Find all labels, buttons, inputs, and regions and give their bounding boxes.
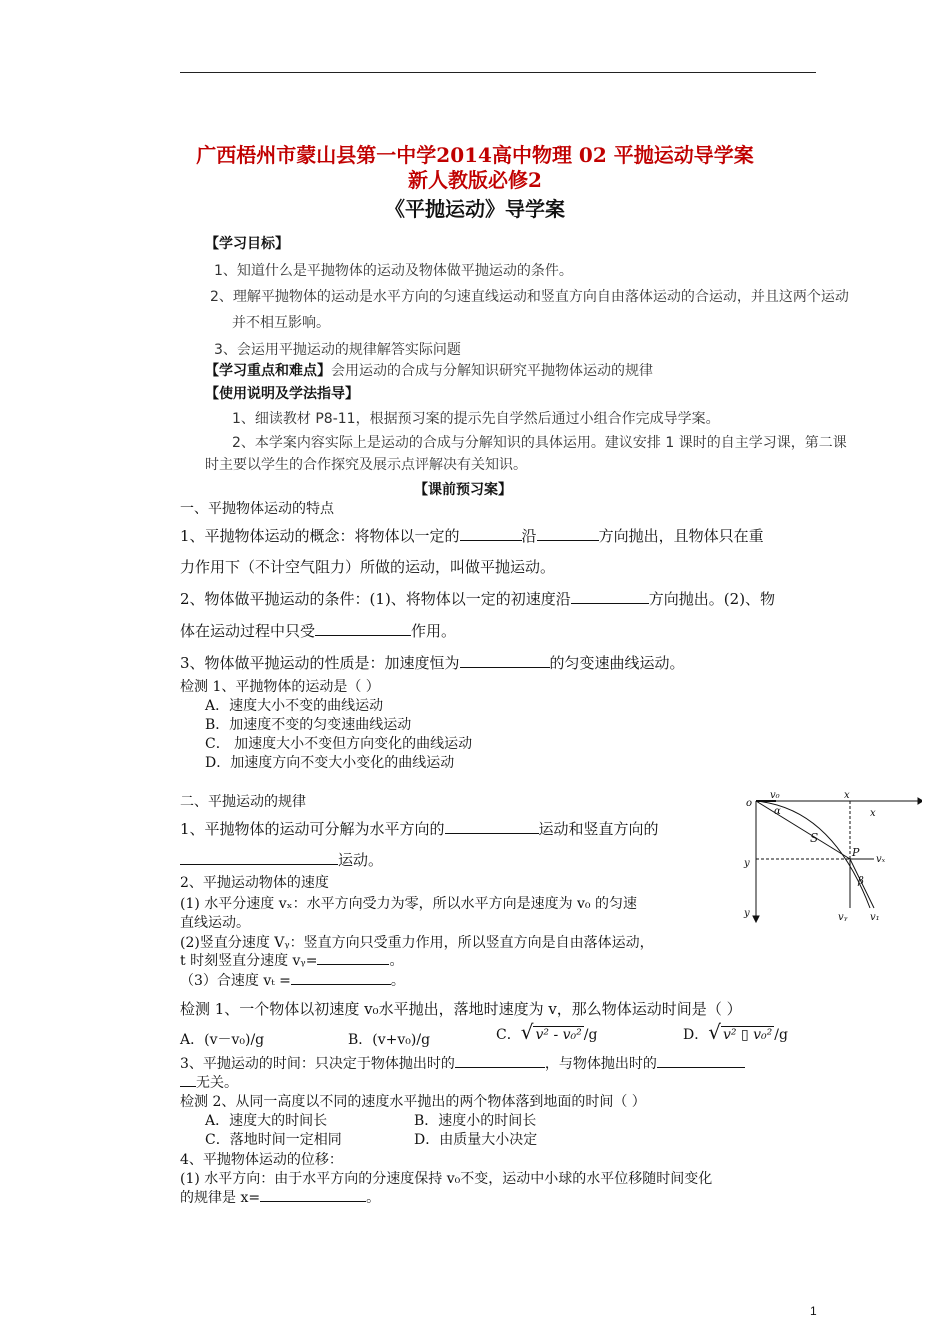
q3-blank[interactable] bbox=[460, 653, 550, 668]
objectives-heading: 【学习目标】 bbox=[205, 236, 289, 252]
title-line-2: 新人教版必修2 bbox=[408, 168, 542, 192]
check-v-option-b[interactable]: B．(v+v₀)/g bbox=[348, 1032, 431, 1048]
r3-blank-1[interactable] bbox=[455, 1053, 545, 1068]
q2-text-d: 作用。 bbox=[411, 622, 457, 640]
r1-blank-2[interactable] bbox=[180, 850, 338, 865]
d-suffix: /g bbox=[774, 1027, 788, 1043]
q1-blank-1[interactable] bbox=[460, 526, 522, 541]
y-axis-label: y bbox=[744, 908, 750, 919]
check-1-option-c[interactable]: C． 加速度大小不变但方向变化的曲线运动 bbox=[205, 736, 473, 752]
check-v-title: 检测 1、一个物体以初速度 v₀水平抛出，落地时速度为 v，那么物体运动时间是（ ） bbox=[180, 1000, 742, 1018]
c-suffix: /g bbox=[583, 1027, 598, 1043]
projectile-motion-diagram bbox=[742, 790, 922, 925]
r2-2-end: 。 bbox=[389, 953, 404, 969]
rule-4-1a: (1) 水平方向：由于水平方向的分速度保持 v₀不变，运动中小球的水平位移随时间变化 bbox=[180, 1171, 713, 1187]
rule-2-2b bbox=[180, 950, 403, 970]
sqrt-icon: √ bbox=[708, 1020, 721, 1044]
q1-text-c: 方向抛出，且物体只在重 bbox=[598, 527, 764, 545]
r3-text-c: 无关。 bbox=[196, 1075, 238, 1091]
sqrt-icon: √ bbox=[520, 1020, 534, 1044]
rule-2-3 bbox=[180, 970, 405, 990]
v0-label: v₀ bbox=[770, 790, 780, 801]
q2-text-a: 2、物体做平抛运动的条件：(1)、将物体以一定的初速度沿 bbox=[180, 590, 571, 608]
origin-label: o bbox=[746, 798, 753, 809]
alpha-label: α bbox=[774, 806, 781, 817]
vy-label: vᵧ bbox=[838, 912, 848, 923]
focus-text: 会用运动的合成与分解知识研究平抛物体运动的规律 bbox=[331, 363, 653, 379]
rule-3-line2 bbox=[180, 1072, 238, 1092]
check-v-option-a[interactable]: A．(v－v₀)/g bbox=[180, 1032, 265, 1048]
r1-blank-1[interactable] bbox=[445, 819, 539, 834]
d-prefix: D． bbox=[683, 1027, 709, 1043]
r3-blank-2[interactable] bbox=[657, 1053, 745, 1068]
rule-2-title: 2、平抛运动物体的速度 bbox=[180, 875, 329, 891]
q2-text-c: 体在运动过程中只受 bbox=[180, 622, 316, 640]
check-v-option-c[interactable] bbox=[496, 1020, 597, 1044]
r4-text: 的规律是 x= bbox=[180, 1190, 261, 1206]
r1-text-a: 1、平抛物体的运动可分解为水平方向的 bbox=[180, 820, 445, 838]
d-expression: v² ▯ v₀² bbox=[722, 1027, 773, 1043]
check-2-option-b[interactable]: B．速度小的时间长 bbox=[414, 1113, 537, 1129]
q2-blank-1[interactable] bbox=[571, 589, 649, 604]
rule-1-line1 bbox=[180, 818, 659, 839]
check-1-title: 检测 1、平抛物体的运动是（ ） bbox=[180, 679, 380, 695]
p-label: P bbox=[852, 846, 860, 859]
s-label: S bbox=[810, 831, 819, 845]
focus-heading: 【学习重点和难点】 bbox=[205, 363, 331, 379]
q3-text-a: 3、物体做平抛运动的性质是：加速度恒为 bbox=[180, 654, 460, 672]
r3-blank-cont[interactable] bbox=[180, 1072, 196, 1087]
q3-text-b: 的匀变速曲线运动。 bbox=[549, 654, 685, 672]
instruction-2b: 时主要以学生的合作探究及展示点评解决有关知识。 bbox=[205, 457, 527, 473]
instructions-heading: 【使用说明及学法指导】 bbox=[205, 386, 359, 402]
y-axis-arrow-icon bbox=[753, 916, 759, 922]
r4-blank[interactable] bbox=[260, 1187, 366, 1202]
x-axis-arrow-icon bbox=[918, 798, 922, 804]
objective-3: 3、会运用平抛运动的规律解答实际问题 bbox=[214, 342, 461, 358]
check-2-title: 检测 2、从同一高度以不同的速度水平抛出的两个物体落到地面的时间（ ） bbox=[180, 1094, 646, 1110]
r2-3-end: 。 bbox=[390, 973, 405, 989]
title-line-1: 广西梧州市蒙山县第一中学2014高中物理 02 平抛运动导学案 bbox=[196, 143, 754, 167]
question-2-line2 bbox=[180, 620, 456, 641]
displacement-line bbox=[756, 801, 850, 859]
q2-blank-2[interactable] bbox=[315, 621, 411, 636]
part1-title: 一、平抛物体运动的特点 bbox=[180, 501, 334, 517]
check-2-option-c[interactable]: C．落地时间一定相同 bbox=[205, 1132, 342, 1148]
question-1-line2: 力作用下（不计空气阻力）所做的运动，叫做平抛运动。 bbox=[180, 558, 556, 576]
c-expression: v² - v₀² bbox=[535, 1027, 582, 1043]
objective-2b: 并不相互影响。 bbox=[232, 315, 330, 331]
x-axis-label: x bbox=[870, 808, 876, 819]
focus-line bbox=[205, 360, 653, 380]
r2-3-text: （3）合速度 vₜ = bbox=[180, 973, 291, 989]
rule-3-line1 bbox=[180, 1053, 745, 1073]
x-top-label: x bbox=[844, 790, 850, 801]
y-mid-label: y bbox=[744, 858, 750, 869]
r3-text-a: 3、平抛运动的时间：只决定于物体抛出时的 bbox=[180, 1056, 455, 1072]
rule-2-1b: 直线运动。 bbox=[180, 915, 250, 931]
q1-text-b: 沿 bbox=[521, 527, 537, 545]
r2-2-text: t 时刻竖直分速度 vᵧ= bbox=[180, 953, 318, 969]
instruction-1: 1、细读教材 P8-11，根据预习案的提示先自学然后通过小组合作完成导学案。 bbox=[232, 411, 720, 427]
header-rule bbox=[180, 72, 816, 73]
r3-text-b: ，与物体抛出时的 bbox=[544, 1056, 657, 1072]
check-v-option-d[interactable] bbox=[683, 1020, 788, 1044]
check-1-option-b[interactable]: B．加速度不变的匀变速曲线运动 bbox=[205, 717, 412, 733]
c-prefix: C． bbox=[496, 1027, 521, 1043]
check-2-option-d[interactable]: D．由质量大小决定 bbox=[414, 1132, 538, 1148]
r2-2-blank[interactable] bbox=[317, 950, 389, 965]
q1-text-a: 1、平抛物体运动的概念：将物体以一定的 bbox=[180, 527, 460, 545]
check-1-option-a[interactable]: A．速度大小不变的曲线运动 bbox=[205, 698, 384, 714]
r4-end: 。 bbox=[366, 1190, 381, 1206]
part2-title: 二、平抛运动的规律 bbox=[180, 794, 306, 810]
rule-2-2a: (2)竖直分速度 Vᵧ：竖直方向只受重力作用，所以竖直方向是自由落体运动， bbox=[180, 935, 654, 951]
v1-label: v₁ bbox=[870, 912, 880, 923]
vx-label: vₓ bbox=[876, 854, 886, 865]
rule-2-1a: (1) 水平分速度 vₓ：水平方向受力为零，所以水平方向是速度为 v₀ 的匀速 bbox=[180, 896, 637, 912]
preview-heading: 【课前预习案】 bbox=[414, 482, 512, 498]
r2-3-blank[interactable] bbox=[291, 970, 391, 985]
check-1-option-d[interactable]: D．加速度方向不变大小变化的曲线运动 bbox=[205, 755, 455, 771]
q1-blank-2[interactable] bbox=[537, 526, 599, 541]
objective-2a: 2、理解平抛物体的运动是水平方向的匀速直线运动和竖直方向自由落体运动的合运动，并且这两个运动 bbox=[210, 289, 849, 305]
check-2-option-a[interactable]: A．速度大的时间长 bbox=[205, 1113, 328, 1129]
question-3 bbox=[180, 652, 685, 673]
beta-label: β bbox=[858, 876, 864, 887]
rule-4-1b bbox=[180, 1187, 380, 1207]
q2-text-b: 方向抛出。(2)、物 bbox=[648, 590, 776, 608]
question-1-line1 bbox=[180, 525, 764, 546]
question-2-line1 bbox=[180, 588, 775, 609]
rule-1-line2 bbox=[180, 849, 383, 870]
objective-1: 1、知道什么是平抛物体的运动及物体做平抛运动的条件。 bbox=[214, 263, 573, 279]
r1-text-c: 运动。 bbox=[338, 851, 384, 869]
page-number: 1 bbox=[810, 1304, 817, 1318]
r1-text-b: 运动和竖直方向的 bbox=[538, 820, 659, 838]
instruction-2a: 2、本学案内容实际上是运动的合成与分解知识的具体运用。建议安排 1 课时的自主学习课，第二课 bbox=[232, 435, 847, 451]
rule-4-title: 4、平抛物体运动的位移： bbox=[180, 1152, 343, 1168]
document-title: 《平抛运动》导学案 bbox=[385, 197, 565, 221]
